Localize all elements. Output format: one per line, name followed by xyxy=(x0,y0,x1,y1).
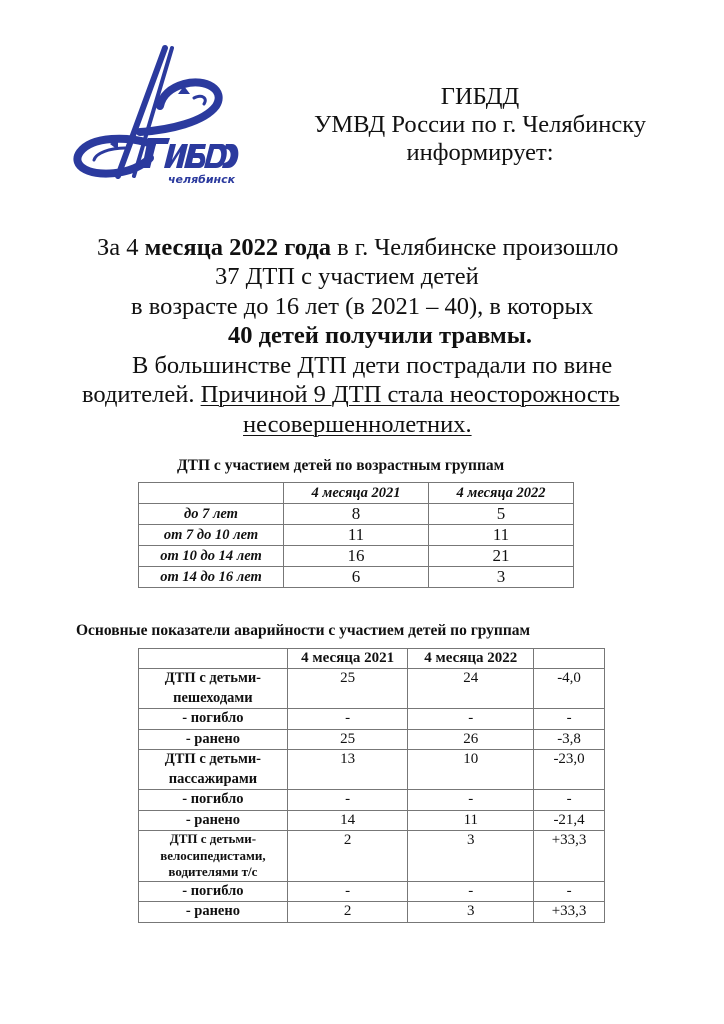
value-2022: 11 xyxy=(429,525,574,546)
age-table-title: ДТП с участием детей по возрастным группам xyxy=(177,457,505,474)
table-header-row xyxy=(139,483,574,504)
table-row xyxy=(139,729,605,750)
group-label-line: велосипедистами, xyxy=(160,847,266,863)
value-2022: 3 xyxy=(408,902,534,923)
age-group-label: от 7 до 10 лет xyxy=(139,525,284,546)
change-percent: +33,3 xyxy=(534,902,605,923)
value-2021: 16 xyxy=(284,546,429,567)
group-label-line: пешеходами xyxy=(173,689,253,706)
group-label: - ранено xyxy=(139,729,288,750)
table-header-cell xyxy=(139,649,288,669)
summary-injured: 40 детей получили травмы. xyxy=(228,322,532,349)
value-2021: 2 xyxy=(287,831,408,882)
table-row xyxy=(139,525,574,546)
value-2021: 14 xyxy=(287,810,408,831)
value-2021: 25 xyxy=(287,669,408,709)
table-row xyxy=(139,902,605,923)
value-2022: 3 xyxy=(429,567,574,588)
group-label: - погибло xyxy=(139,881,288,902)
table-row xyxy=(139,567,574,588)
change-percent: - xyxy=(534,881,605,902)
value-2021: - xyxy=(287,881,408,902)
table-row xyxy=(139,810,605,831)
value-2021: 2 xyxy=(287,902,408,923)
value-2022: - xyxy=(408,790,534,811)
summary-line-2: 37 ДТП с участием детей xyxy=(215,263,479,290)
value-2022: 5 xyxy=(429,504,574,525)
change-percent: -21,4 xyxy=(534,810,605,831)
table-header-cell: 4 месяца 2021 xyxy=(284,483,429,504)
group-label: - погибло xyxy=(139,790,288,811)
table-header-cell: 4 месяца 2022 xyxy=(429,483,574,504)
table-header-cell: 4 месяца 2022 xyxy=(408,649,534,669)
change-percent: -23,0 xyxy=(534,750,605,790)
summary-line-7: несовершеннолетних. xyxy=(243,411,472,438)
summary-text: в г. Челябинске произошло xyxy=(330,234,619,261)
table-row xyxy=(139,831,605,882)
group-table-title: Основные показатели аварийности с участием детей по группам xyxy=(76,622,531,639)
table-header-cell xyxy=(139,483,284,504)
group-label: - ранено xyxy=(139,902,288,923)
group-label-line: ДТП с детьми- xyxy=(169,831,257,846)
group-label-line: пассажирами xyxy=(168,770,258,787)
group-label-line: ДТП с детьми- xyxy=(164,751,262,767)
value-2022: 3 xyxy=(408,831,534,882)
header-department: УМВД России по г. Челябинску xyxy=(313,111,647,138)
change-percent: -4,0 xyxy=(534,669,605,709)
gibdd-chelyabinsk-logo xyxy=(70,40,245,190)
value-2022: 24 xyxy=(408,669,534,709)
table-row xyxy=(139,669,605,709)
group-label xyxy=(139,669,288,709)
group-label xyxy=(139,750,288,790)
value-2021: 13 xyxy=(287,750,408,790)
table-row xyxy=(139,709,605,730)
age-group-label: до 7 лет xyxy=(139,504,284,525)
value-2021: - xyxy=(287,790,408,811)
table-header-row xyxy=(139,649,605,669)
value-2022: 26 xyxy=(408,729,534,750)
group-label: - погибло xyxy=(139,709,288,730)
change-percent: - xyxy=(534,790,605,811)
summary-cause: Причиной 9 ДТП стала неосторожность xyxy=(200,381,620,408)
group-label xyxy=(139,831,288,882)
value-2022: 10 xyxy=(408,750,534,790)
change-percent: - xyxy=(534,709,605,730)
summary-text: водителей. xyxy=(82,381,201,408)
group-label-line: водителями т/с xyxy=(168,864,258,879)
header-org: ГИБДД xyxy=(440,83,520,110)
summary-line-1 xyxy=(97,233,618,262)
logo-letters xyxy=(142,138,238,168)
value-2021: 11 xyxy=(284,525,429,546)
change-percent: +33,3 xyxy=(534,831,605,882)
value-2021: 6 xyxy=(284,567,429,588)
age-group-label: от 14 до 16 лет xyxy=(139,567,284,588)
summary-line-6 xyxy=(82,380,620,409)
change-percent: -3,8 xyxy=(534,729,605,750)
value-2021: - xyxy=(287,709,408,730)
table-row xyxy=(139,790,605,811)
age-group-label: от 10 до 14 лет xyxy=(139,546,284,567)
logo-city-text: челябинск xyxy=(168,173,236,186)
table-header-cell: 4 месяца 2021 xyxy=(287,649,408,669)
group-label: - ранено xyxy=(139,810,288,831)
value-2022: - xyxy=(408,709,534,730)
table-row xyxy=(139,881,605,902)
table-row xyxy=(139,504,574,525)
summary-period: месяца 2022 года xyxy=(144,234,331,261)
summary-line-3: в возрасте до 16 лет (в 2021 – 40), в которых xyxy=(131,293,594,320)
value-2022: 21 xyxy=(429,546,574,567)
table-row xyxy=(139,750,605,790)
table-header-cell xyxy=(534,649,605,669)
value-2022: 11 xyxy=(408,810,534,831)
header-informs: информирует: xyxy=(406,139,554,166)
value-2021: 8 xyxy=(284,504,429,525)
summary-line-5: В большинстве ДТП дети пострадали по вине xyxy=(132,352,613,379)
value-2021: 25 xyxy=(287,729,408,750)
age-table xyxy=(138,482,574,588)
summary-text: За 4 xyxy=(97,234,145,261)
group-table xyxy=(138,648,605,923)
value-2022: - xyxy=(408,881,534,902)
group-label-line: ДТП с детьми- xyxy=(164,670,262,686)
table-row xyxy=(139,546,574,567)
